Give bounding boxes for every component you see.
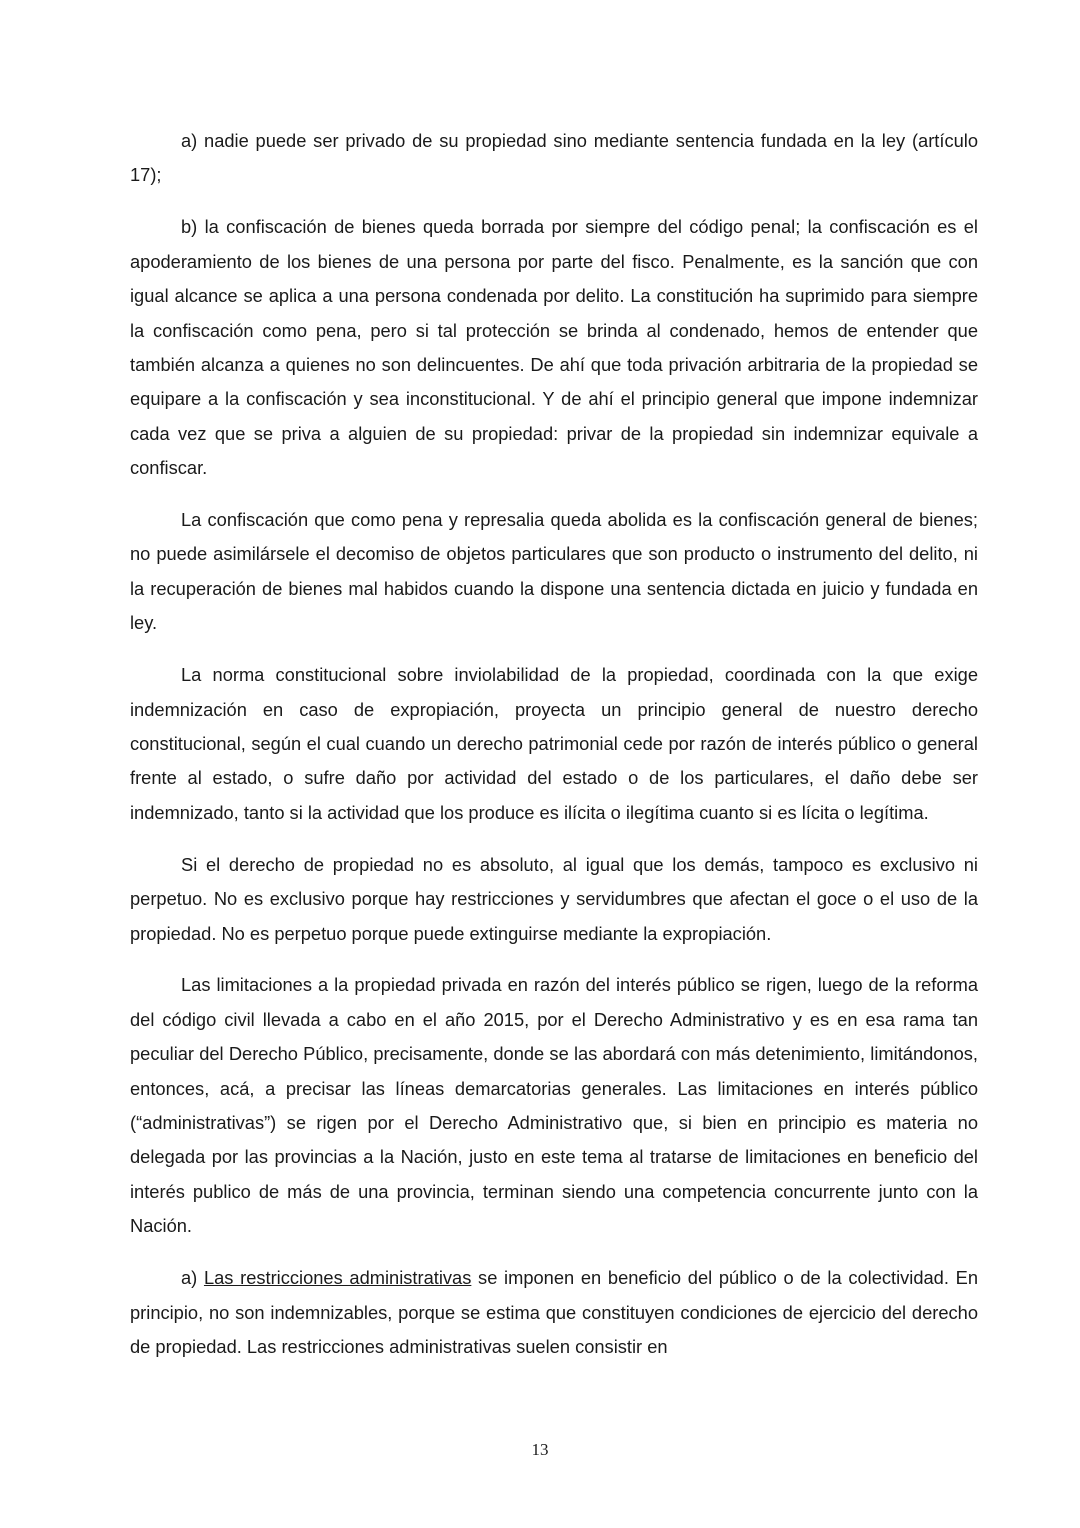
list-marker: a) xyxy=(181,1267,204,1289)
paragraph-public-interest-limitations: Las limitaciones a la propiedad privada en razón del interés público se rigen, luego de la reforma del código civil llevada a cabo en el año 2015, por el Derecho Administrativo y es en esa rama tan peculiar del Derecho Público, precisamente, donde se las abordará con más detenimiento, limitándonos, entonces, acá, a precisar las líneas demarcatorias generales. Las limitaciones en interés público (“administrativas”) se rigen por el Derecho Administrativo que, si bien en principio es materia no delegada por las provincias a la Nación, justo en este tema al tratarse de limitaciones en beneficio del interés publico de más de una provincia, terminan siendo una competencia concurrente junto con la Nación. xyxy=(130,974,978,1237)
paragraph-property-not-absolute: Si el derecho de propiedad no es absoluto, al igual que los demás, tampoco es exclusivo ni perpetuo. No es exclusivo porque hay restricciones y servidumbres que afectan el goce o el uso de la propiedad. No es perpetuo porque puede extinguirse mediante la expropiación. xyxy=(130,853,978,944)
paragraph-confiscation: b) la confiscación de bienes queda borrada por siempre del código penal; la confiscación es el apoderamiento de los bienes de una persona por parte del fisco. Penalmente, es la sanción que con igual alcance se aplica a una persona condenada por delito. La constitución ha suprimido para siempre la confiscación como pena, pero si tal protección se brinda al condenado, hemos de entender que también alcanza a quienes no son delincuentes. De ahí que toda privación arbitraria de la propiedad se equipare a la confiscación y sea inconstitucional. Y de ahí el principio general que impone indemnizar cada vez que se priva a alguien de su propiedad: privar de la propiedad sin indemnizar equivale a confiscar. xyxy=(130,216,978,479)
paragraph-administrative-restrictions xyxy=(130,1261,978,1364)
paragraph-continuation: se imponen en beneficio del público o de la colectividad. En principio, no son indemnizables, porque se estima que constituyen condiciones de ejercicio del derecho de propiedad. Las restricciones administrativas suelen consistir en xyxy=(130,1267,978,1357)
paragraph-indemnification-principle: La norma constitucional sobre inviolabilidad de la propiedad, coordinada con la que exige indemnización en caso de expropiación, proyecta un principio general de nuestro derecho constitucional, según el cual cuando un derecho patrimonial cede por razón de interés público o general frente al estado, o sufre daño por actividad del estado o de los particulares, el daño debe ser indemnizado, tanto si la actividad que los produce es ilícita o ilegítima cuanto si es lícita o legítima. xyxy=(130,664,978,823)
underlined-term: Las restricciones administrativas xyxy=(203,1267,472,1289)
body-text xyxy=(130,124,978,1382)
paragraph-confiscation-scope: La confiscación que como pena y represalia queda abolida es la confiscación general de bienes; no puede asimilársele el decomiso de objetos particulares que son producto o instrumento del delito, ni la recuperación de bienes mal habidos cuando la dispone una sentencia dictada en juicio y fundada en ley. xyxy=(130,509,978,634)
paragraph-property-privation: a) nadie puede ser privado de su propiedad sino mediante sentencia fundada en la ley (artículo 17); xyxy=(130,130,978,186)
page-number: 13 xyxy=(531,1440,549,1459)
